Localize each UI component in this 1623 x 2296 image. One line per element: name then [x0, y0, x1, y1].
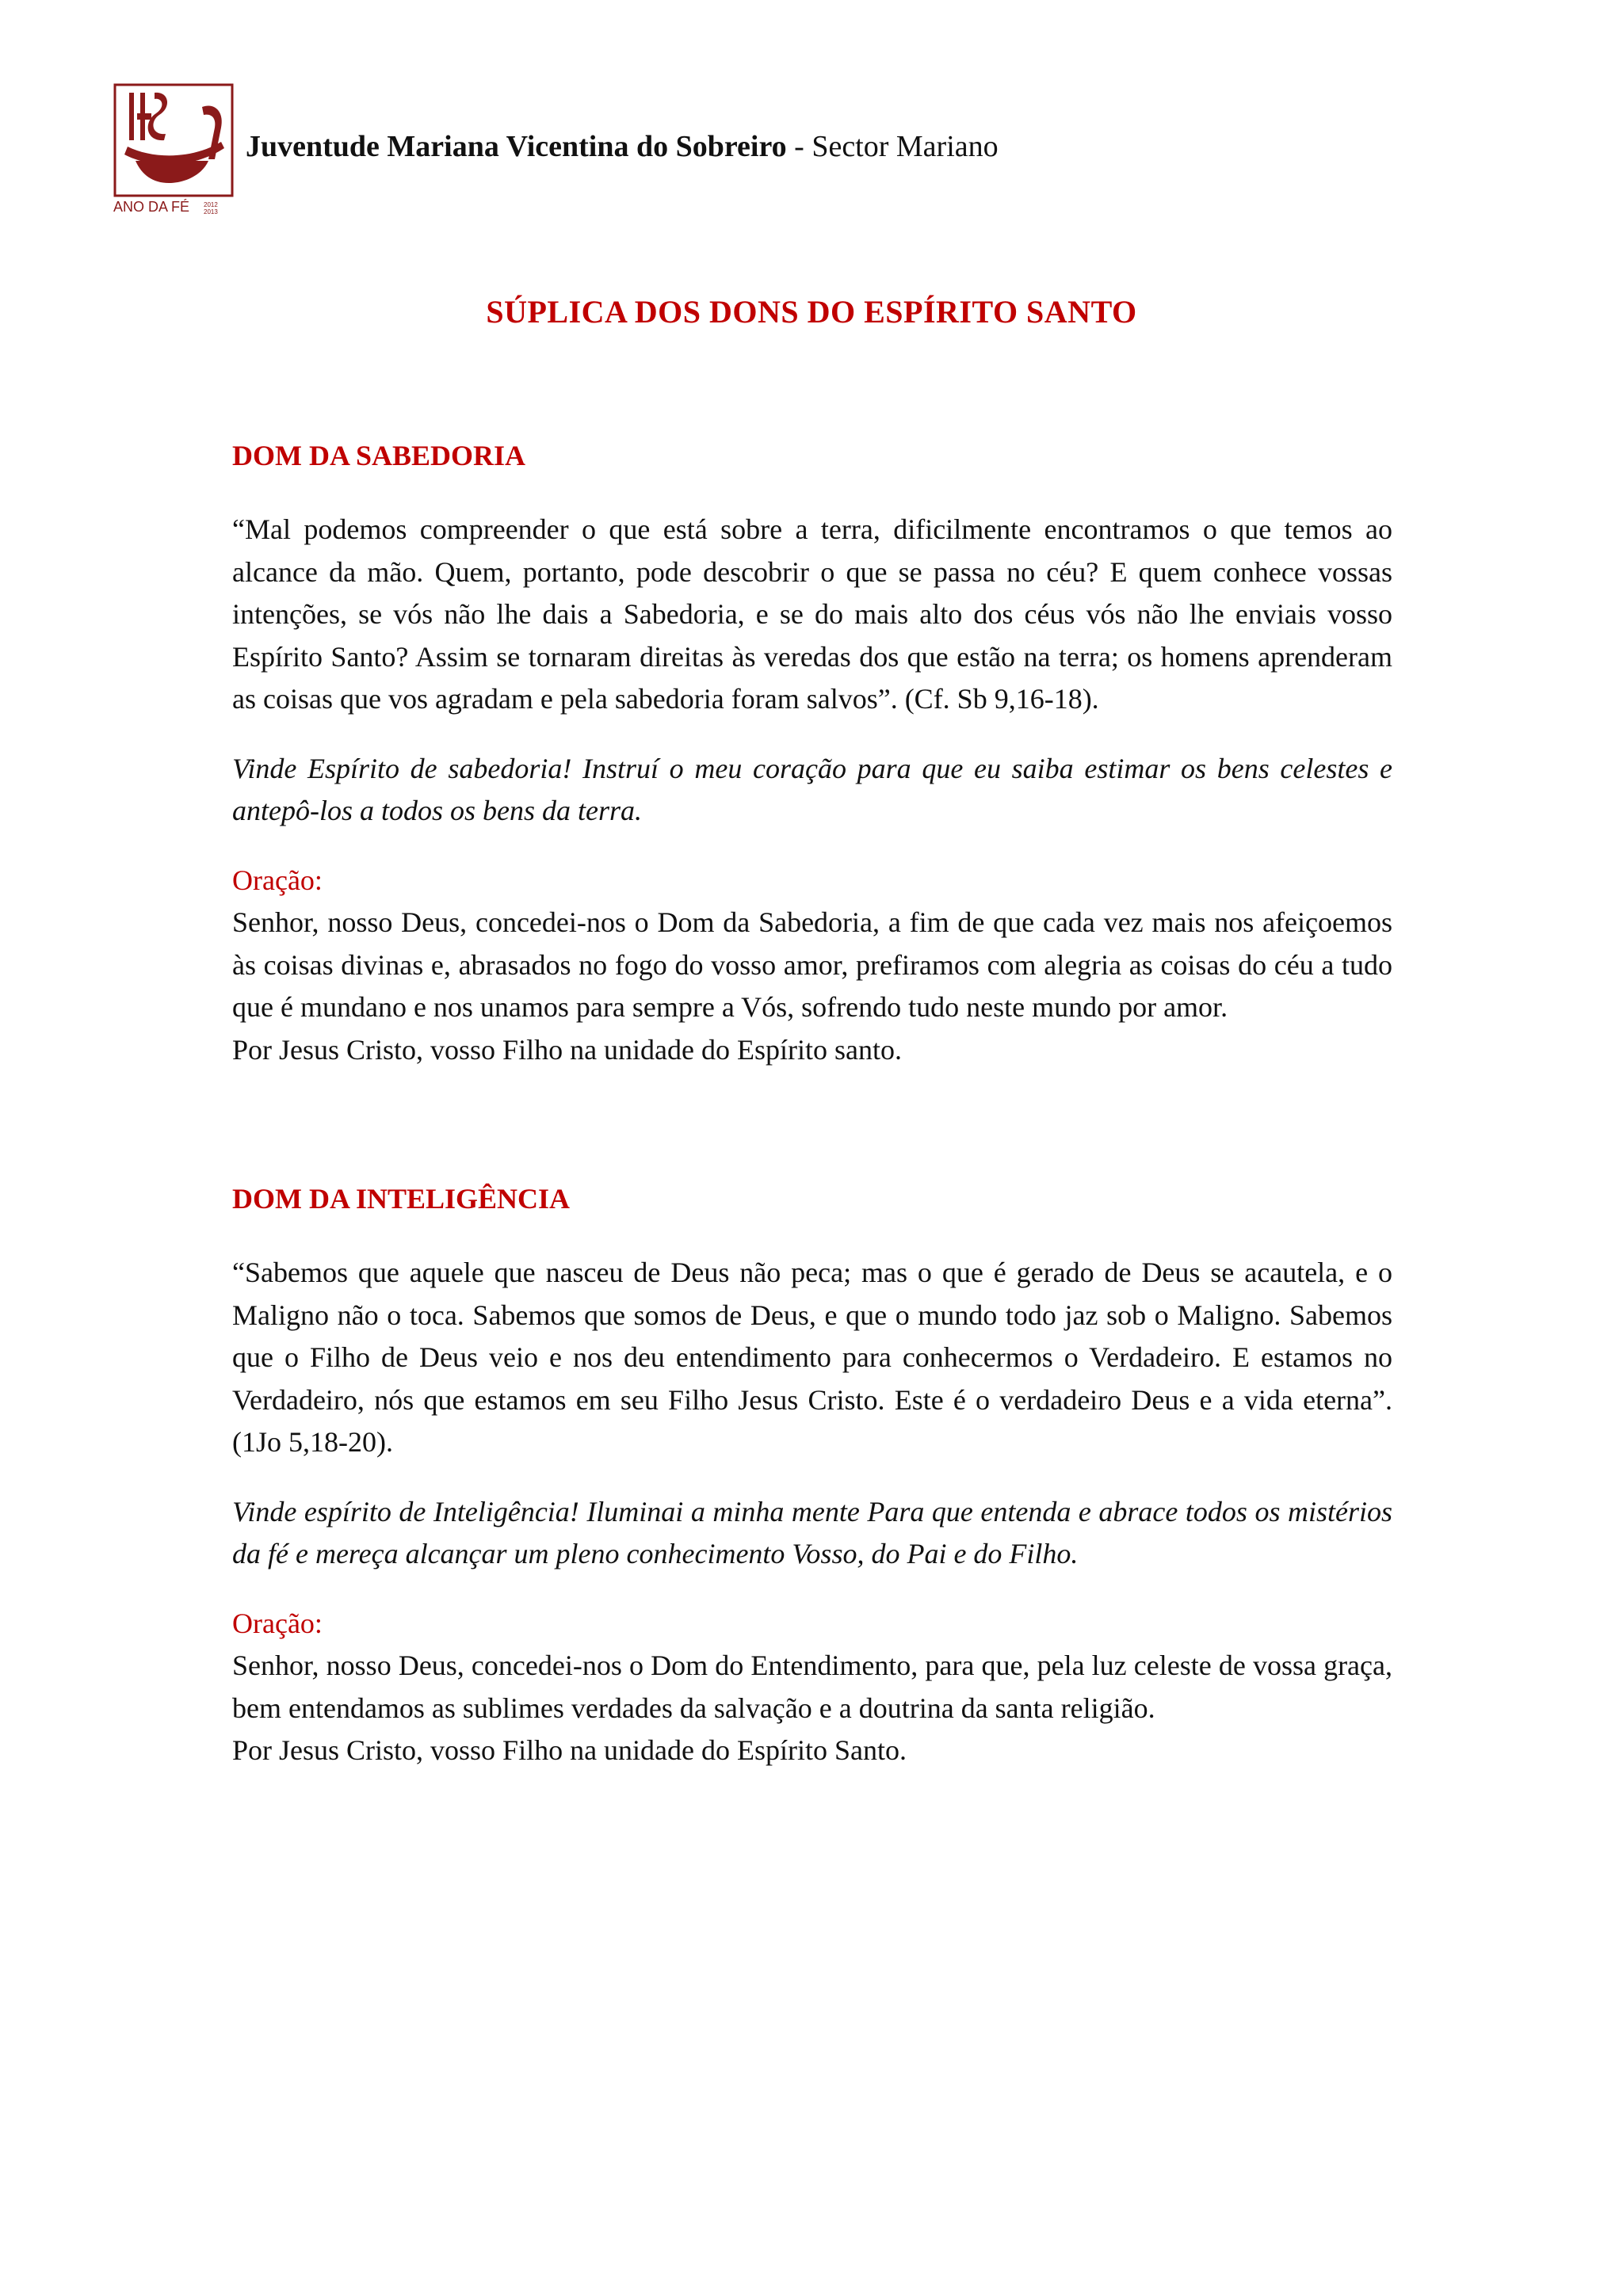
header-separator: -	[786, 130, 812, 163]
document-header	[113, 83, 1302, 218]
sector-name: Sector Mariano	[812, 130, 999, 163]
invocation: Vinde Espírito de sabedoria! Instruí o meu coração para que eu saiba estimar os bens celestes e antepô-los a todos os bens da terra.	[232, 752, 1392, 826]
scripture-quote: “Sabemos que aquele que nasceu de Deus não peca; mas o que é gerado de Deus se acautela, e o Maligno não o toca. Sabemos que somos de Deus, e que o mundo todo jaz sob o Maligno. Sabemos que o Filho de Deus veio e nos deu entendimento para conhecermos o Verdadeiro. E estamos no Verdadeiro, nós que estamos em seu Filho Jesus Cristo. Este é o verdadeiro Deus e a vida eterna”. (1Jo 5,18-20).	[232, 1257, 1392, 1458]
organization-line	[246, 129, 999, 164]
section-sabedoria	[232, 434, 1392, 1071]
logo-caption: ANO DA FÉ	[113, 199, 190, 215]
document-body	[232, 434, 1392, 1772]
prayer-label: Oração:	[232, 864, 323, 896]
prayer-text: Senhor, nosso Deus, concedei-nos o Dom da Sabedoria, a fim de que cada vez mais nos afeiçoemos às coisas divinas e, abrasados no fogo do vosso amor, prefiramos com alegria as coisas do céu a tudo que é mundano e nos unamos para sempre a Vós, sofrendo tudo neste mundo por amor.	[232, 906, 1392, 1023]
prayer-label: Oração:	[232, 1607, 323, 1639]
organization-name: Juventude Mariana Vicentina do Sobreiro	[246, 130, 787, 163]
prayer-closing: Por Jesus Cristo, vosso Filho na unidade do Espírito santo.	[232, 1033, 902, 1066]
section-inteligencia	[232, 1177, 1392, 1772]
section-heading: DOM DA SABEDORIA	[232, 440, 526, 471]
ano-da-fe-logo-icon	[113, 83, 234, 218]
document-title: SÚPLICA DOS DONS DO ESPÍRITO SANTO	[486, 294, 1137, 330]
section-heading: DOM DA INTELIGÊNCIA	[232, 1183, 571, 1215]
prayer-text: Senhor, nosso Deus, concedei-nos o Dom do Entendimento, para que, pela luz celeste de vossa graça, bem entendamos as sublimes verdades da salvação e a doutrina da santa religião.	[232, 1650, 1392, 1724]
scripture-quote: “Mal podemos compreender o que está sobre a terra, dificilmente encontramos o que temos ao alcance da mão. Quem, portanto, pode descobrir o que se passa no céu? E quem conhece vossas intenções, se vós não lhe dais a Sabedoria, e se do mais alto dos céus vós não lhe enviais vosso Espírito Santo? Assim se tornaram direitas às veredas dos que estão na terra; os homens aprenderam as coisas que vos agradam e pela sabedoria foram salvos”. (Cf. Sb 9,16-18).	[232, 513, 1392, 715]
logo-year-end: 2013	[204, 208, 218, 215]
logo-year-start: 2012	[204, 201, 218, 208]
prayer-closing: Por Jesus Cristo, vosso Filho na unidade do Espírito Santo.	[232, 1734, 907, 1766]
invocation: Vinde espírito de Inteligência! Iluminai a minha mente Para que entenda e abrace todos os mistérios da fé e mereça alcançar um pleno conhecimento Vosso, do Pai e do Filho.	[232, 1495, 1392, 1569]
